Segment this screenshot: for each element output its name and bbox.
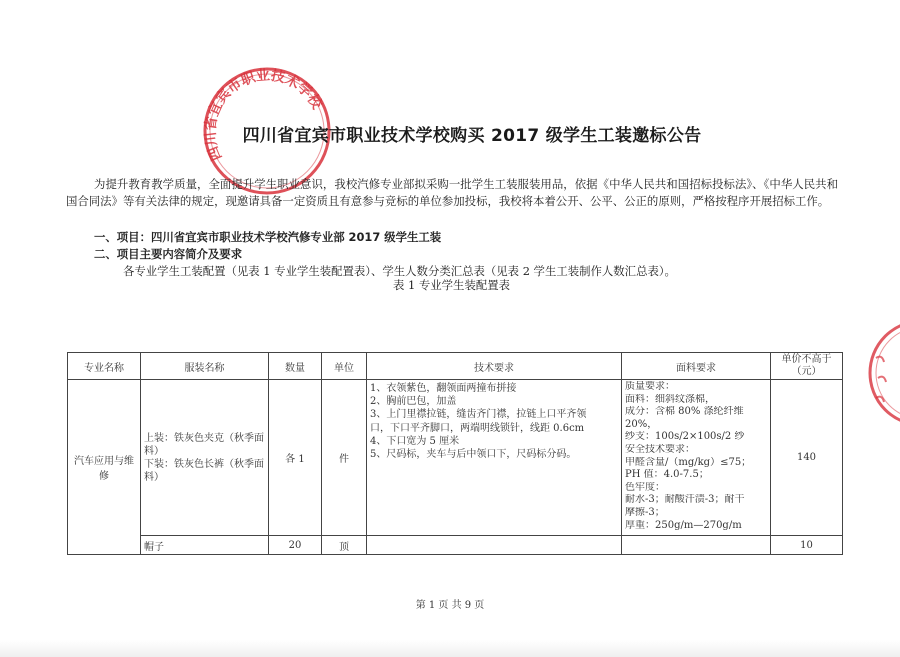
header-garment: 服装名称 (141, 353, 269, 380)
material-line: 摩擦-3； (625, 506, 665, 518)
quantity-cell: 20 (269, 536, 322, 555)
material-line: 安全技术要求： (625, 443, 695, 455)
header-fabric-requirements: 面料要求 (622, 353, 771, 380)
fabric-requirements-cell (622, 380, 771, 536)
requirement-line: 5、尺码标，夹车与后中领口下，尺码标分码。 (370, 449, 577, 461)
spec-table (67, 352, 843, 555)
header-quantity: 数量 (269, 353, 322, 380)
requirement-line: 3、上门里襟拉链，缝齿齐门襟，拉链上口平齐领 (370, 409, 587, 421)
material-line: 甲醛含量/（mg/kg）≤75； (625, 456, 752, 468)
material-line: 面料：细斜纹涤棉， (625, 393, 715, 405)
table-caption: 表 1 专业学生装配置表 (393, 278, 511, 292)
seal-text: 四川省宜宾市职业技术学校 (202, 67, 325, 163)
price-cell: 140 (771, 380, 843, 536)
garment-cell: 上装：铁灰色夹克（秋季面料） 下装：铁灰色长裤（秋季面料） (141, 380, 269, 536)
header-max-price: 单价不高于（元） (771, 353, 843, 380)
garment-cell: 帽子 (141, 536, 269, 555)
material-line: 纱支：100s/2×100s/2 纱 (625, 431, 745, 443)
header-tech-requirements: 技术要求 (367, 353, 622, 380)
quantity-cell: 各 1 (269, 380, 322, 536)
requirement-line: 4、下口宽为 5 厘米 (370, 435, 460, 447)
intro-paragraph: 为提升教育教学质量，全面提升学生职业意识，我校汽修专业部拟采购一批学生工装服装用品，依据《中华人民共和国招标投标法》、《中华人民共和国合同法》等有关法律的规定，现邀请具备一定资质且有意参与竞标的单位参加投标，我校将本着公开、公平、公正的原则，严格按程序开展招标工作。 (66, 177, 838, 208)
table-row (68, 380, 843, 536)
official-seal-edge (862, 318, 900, 428)
material-line: 厚重：250g/m—270g/m (625, 519, 742, 531)
page-number: 第 1 页 共 9 页 (415, 600, 485, 611)
fabric-requirements-cell (622, 536, 771, 555)
requirement-line: 1、衣领紫色，翻领面两撞布拼接 (370, 383, 517, 394)
unit-cell: 件 (322, 380, 367, 536)
section-2-text: 各专业学生工装配置（见表 1 专业学生装配置表）、学生人数分类汇总表（见表 2 学生工装制作人数汇总表）。 (123, 264, 676, 278)
section-2-heading: 二、项目主要内容简介及要求 (94, 247, 243, 261)
scan-shadow (0, 640, 900, 657)
price-cell: 10 (771, 536, 843, 555)
header-major: 专业名称 (68, 353, 141, 380)
tech-requirements-cell (367, 536, 622, 555)
requirement-line: 2、胸前巴包，加盖 (370, 396, 457, 408)
header-unit: 单位 (322, 353, 367, 380)
material-line: 20%， (625, 418, 658, 430)
requirement-line: 口，下口平齐脚口，两端明线锁针，线距 0.6cm (370, 422, 585, 434)
material-line: 色牢度： (625, 481, 665, 493)
major-cell: 汽车应用与维修 (68, 380, 141, 555)
table-row (68, 536, 843, 555)
material-line: 耐水-3；耐酸汗渍-3；耐干 (625, 494, 745, 506)
material-line: 成分：含棉 80% 涤纶纤维 (625, 406, 744, 418)
tech-requirements-cell (367, 380, 622, 536)
unit-cell: 顶 (322, 536, 367, 555)
section-1-project: 一、项目：四川省宜宾市职业技术学校汽修专业部 2017 级学生工装 (94, 230, 442, 244)
material-line: PH 值：4.0-7.5； (625, 469, 709, 481)
table-header-row (68, 353, 843, 380)
material-line: 质量要求： (625, 381, 675, 392)
document-title: 四川省宜宾市职业技术学校购买 2017 级学生工装邀标公告 (242, 126, 702, 146)
